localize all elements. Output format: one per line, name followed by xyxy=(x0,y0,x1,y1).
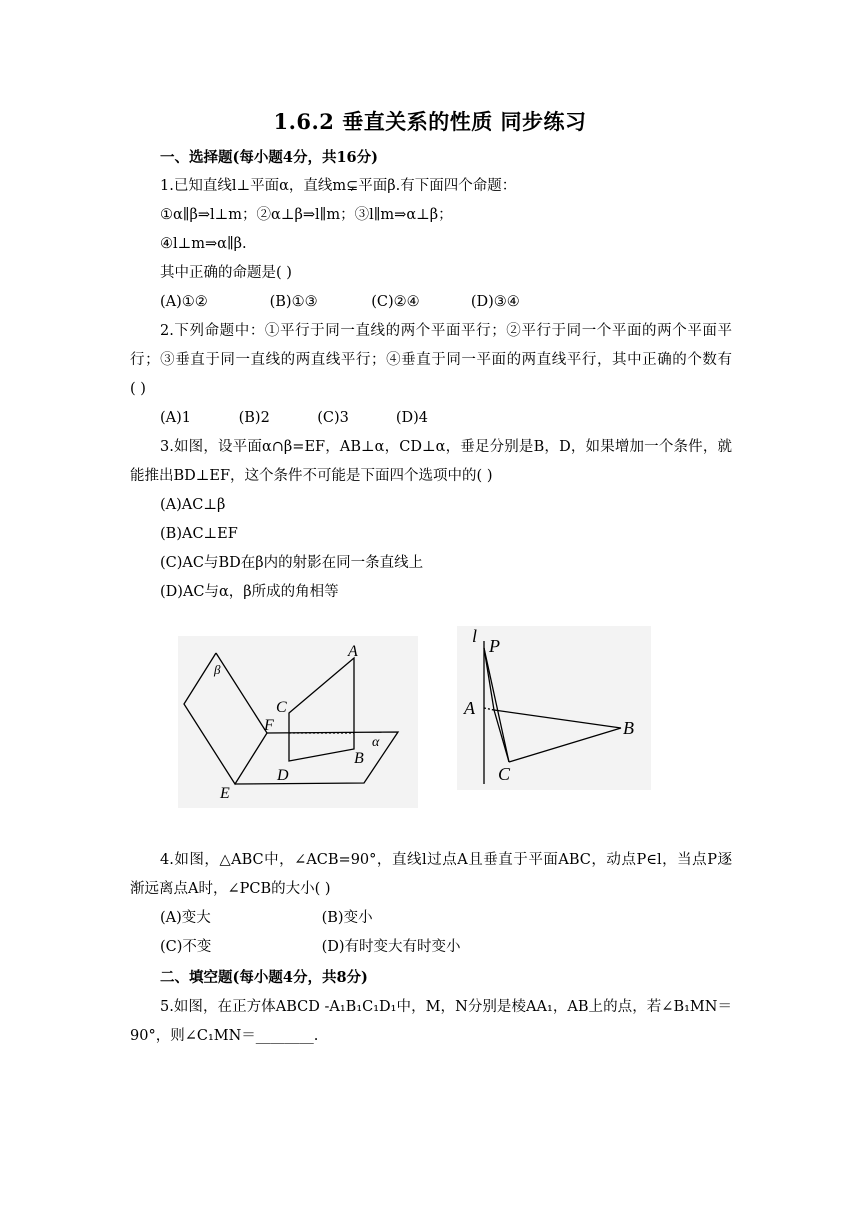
q2-line-3: ( ) xyxy=(130,381,146,397)
q2-line-2: 行；③垂直于同一直线的两直线平行；④垂直于同一平面的两直线平行，其中正确的个数有 xyxy=(130,352,732,368)
q1-option-a: (A)①② xyxy=(160,294,208,310)
section-fill-heading: 二、填空题(每小题4分，共8分) xyxy=(160,969,368,986)
q2-option-c: (C)3 xyxy=(317,410,349,426)
fig2-label-c: C xyxy=(498,764,511,784)
q3-line-2: 能推出BD⊥EF，这个条件不可能是下面四个选项中的( ) xyxy=(130,468,493,484)
q1-option-c: (C)②④ xyxy=(371,294,420,310)
q3-line-1: 3.如图，设平面α∩β=EF，AB⊥α，CD⊥α，垂足分别是B，D，如果增加一个条件，就 xyxy=(160,439,732,455)
q1-propositions-1: ①α∥β⇒l⊥m；②α⊥β⇒l∥m；③l∥m⇒α⊥β； xyxy=(160,207,453,223)
fig1-label-f: F xyxy=(264,717,274,734)
q2-option-a: (A)1 xyxy=(160,410,192,426)
q2-line-1: 2.下列命题中：①平行于同一直线的两个平面平行；②平行于同一个平面的两个平面平 xyxy=(160,323,732,339)
fig2-label-p: P xyxy=(489,636,500,656)
q1-propositions-2: ④l⊥m⇒α∥β. xyxy=(160,236,247,252)
fig1-label-d: D xyxy=(277,767,289,784)
q5-line-2: 90°，则∠C₁MN＝________. xyxy=(130,1028,319,1044)
q4-option-b: (B)变小 xyxy=(321,910,373,926)
q4-option-d: (D)有时变大有时变小 xyxy=(321,939,461,955)
figure-triangle-pabc xyxy=(457,626,651,790)
fig1-label-alpha: α xyxy=(372,735,380,750)
q1-options xyxy=(160,288,732,317)
fig1-label-beta: β xyxy=(214,662,221,677)
fig1-label-c: C xyxy=(276,699,287,716)
q4-options-row-1 xyxy=(160,904,732,933)
q1-option-d: (D)③④ xyxy=(470,294,520,310)
q5-line-1: 5.如图，在正方体ABCD -A₁B₁C₁D₁中，M，N分别是棱AA₁，AB上的点，若∠B₁MN＝ xyxy=(160,999,732,1015)
page-title: 1.6.2 垂直关系的性质 同步练习 xyxy=(273,109,587,134)
q3-option-b: (B)AC⊥EF xyxy=(160,526,238,542)
fig2-label-a: A xyxy=(464,698,475,718)
fig2-label-b: B xyxy=(623,718,634,738)
fig2-label-l: l xyxy=(472,626,478,646)
q3-option-a: (A)AC⊥β xyxy=(160,497,226,513)
q4-options-row-2 xyxy=(160,933,732,962)
q2-option-d: (D)4 xyxy=(395,410,428,426)
fig1-label-a: A xyxy=(348,643,358,660)
q4-option-c: (C)不变 xyxy=(160,939,212,955)
q3-option-d: (D)AC与α，β所成的角相等 xyxy=(160,584,339,600)
q1-question: 其中正确的命题是( ) xyxy=(160,265,292,281)
q1-option-b: (B)①③ xyxy=(269,294,318,310)
q2-options xyxy=(160,404,732,433)
section-choice-heading: 一、选择题(每小题4分，共16分) xyxy=(160,149,378,166)
fig1-label-b: B xyxy=(354,750,364,767)
figure-planes-alpha-beta xyxy=(178,636,418,808)
q4-line-2: 渐远离点A时，∠PCB的大小( ) xyxy=(130,881,331,897)
q4-option-a: (A)变大 xyxy=(160,910,211,926)
q2-option-b: (B)2 xyxy=(238,410,270,426)
fig1-label-e: E xyxy=(220,785,230,802)
q4-line-1: 4.如图，△ABC中，∠ACB=90°，直线l过点A且垂直于平面ABC，动点P∈l，当点P逐 xyxy=(160,852,732,868)
q1-stem: 1.已知直线l⊥平面α，直线m⊊平面β.有下面四个命题： xyxy=(160,178,517,194)
q3-option-c: (C)AC与BD在β内的射影在同一条直线上 xyxy=(160,555,424,571)
